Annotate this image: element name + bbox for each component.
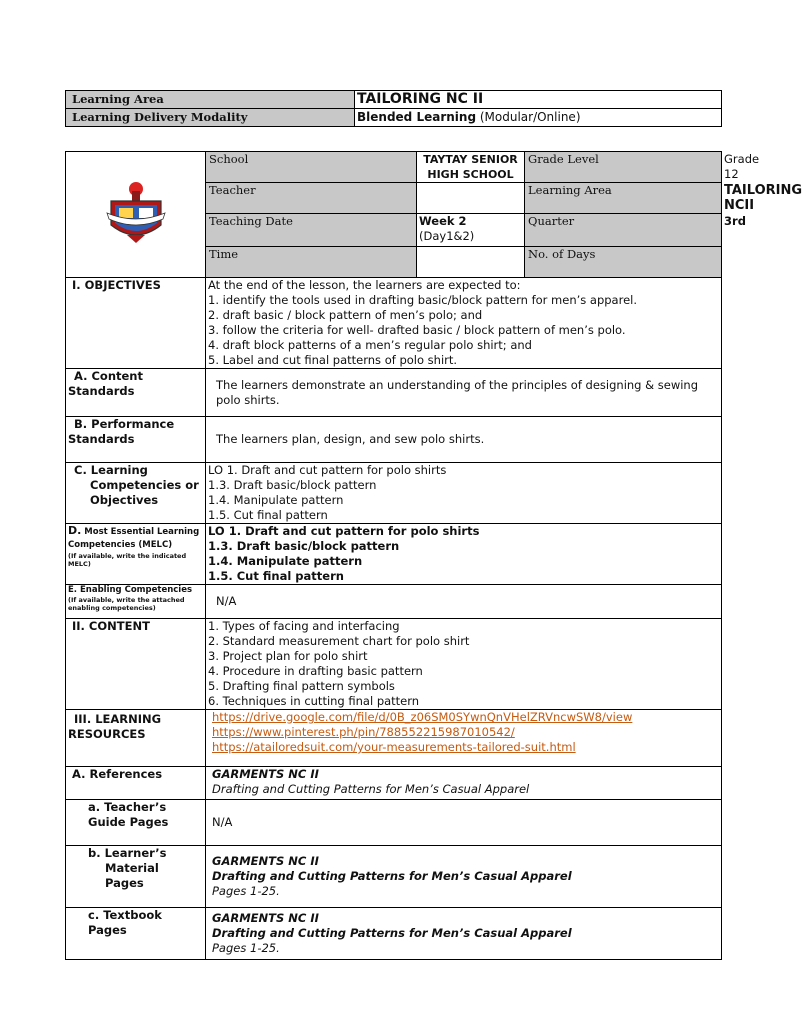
objectives-row: [66, 278, 722, 369]
teachers-guide-label-b: Guide Pages: [88, 815, 169, 829]
content-line: 3. Project plan for polo shirt: [208, 649, 368, 663]
textbook-value: [206, 908, 722, 960]
content-line: 4. Procedure in drafting basic pattern: [208, 664, 423, 678]
references-value: [206, 767, 722, 800]
content-standards-value: The learners demonstrate an understanding of the principles of designing & sewing polo shirts.: [206, 369, 722, 417]
objectives-label: I. OBJECTIVES: [66, 278, 206, 369]
teacher-row: Teacher Learning Area TAILORING NCII: [66, 183, 722, 214]
content-row: [66, 619, 722, 710]
competency-line: 1.4. Manipulate pattern: [208, 493, 344, 507]
competencies-label-c: Objectives: [90, 493, 159, 507]
content-standards-label: [66, 369, 206, 417]
textbook-row: [66, 908, 722, 960]
teaching-date-label: Teaching Date: [206, 214, 417, 247]
school-value: TAYTAY SENIOR HIGH SCHOOL: [417, 152, 525, 183]
learners-material-title: GARMENTS NC II: [212, 854, 319, 868]
melc-label-rest: Most Essential Learning Competencies (MELC): [68, 527, 200, 550]
melc-line: 1.5. Cut final pattern: [208, 569, 344, 583]
teachers-guide-label-a: a. Teacher’s: [88, 800, 167, 814]
resources-row: [66, 710, 722, 767]
objectives-line: 1. identify the tools used in drafting basic/block pattern for men’s apparel.: [208, 293, 638, 307]
competencies-row: [66, 463, 722, 524]
time-value: [417, 247, 525, 278]
melc-line: LO 1. Draft and cut pattern for polo shirts: [208, 524, 480, 538]
enabling-row: [66, 585, 722, 619]
school-row: School TAYTAY SENIOR HIGH SCHOOL Grade Level Grade 12: [66, 152, 722, 183]
quarter-label: Quarter: [525, 214, 722, 247]
teaching-date-value: [417, 214, 525, 247]
school-logo-cell: [66, 152, 206, 278]
performance-standards-label: [66, 417, 206, 463]
competencies-label: [66, 463, 206, 524]
learning-area-row: [66, 91, 722, 109]
learners-material-label: [66, 846, 206, 908]
enabling-value: N/A: [206, 585, 722, 619]
content-standards-label-a: A. Content: [74, 369, 143, 383]
school-logo: [101, 173, 171, 253]
references-row: [66, 767, 722, 800]
content-value: [206, 619, 722, 710]
teachers-guide-row: [66, 800, 722, 846]
competency-line: 1.3. Draft basic/block pattern: [208, 478, 377, 492]
enabling-label-text: E. Enabling Competencies: [68, 585, 193, 595]
references-title: GARMENTS NC II: [212, 767, 319, 781]
modality-bold: Blended Learning: [357, 110, 477, 124]
modality-rest: (Modular/Online): [476, 110, 581, 124]
time-label: Time: [206, 247, 417, 278]
textbook-label-a: c. Textbook: [88, 908, 162, 922]
learners-material-value: [206, 846, 722, 908]
content-line: 1. Types of facing and interfacing: [208, 619, 400, 633]
learning-area-value: TAILORING NC II: [355, 91, 722, 109]
content-line: 5. Drafting final pattern symbols: [208, 679, 395, 693]
competency-line: 1.5. Cut final pattern: [208, 508, 328, 522]
days-label: No. of Days: [525, 247, 722, 278]
delivery-modality-label: Learning Delivery Modality: [66, 109, 355, 127]
melc-row: [66, 524, 722, 585]
objectives-line: At the end of the lesson, the learners are expected to:: [208, 278, 521, 292]
resources-label-b: RESOURCES: [68, 727, 146, 741]
enabling-label: [66, 585, 206, 619]
textbook-pages: Pages 1-25.: [212, 941, 280, 955]
textbook-label-b: Pages: [88, 923, 127, 937]
grade-level-label: Grade Level: [525, 152, 722, 183]
melc-value: [206, 524, 722, 585]
competencies-value: [206, 463, 722, 524]
competencies-label-b: Competencies or: [90, 478, 199, 492]
resource-link-tailoredsuit[interactable]: https://atailoredsuit.com/your-measurements-tailored-suit.html: [212, 740, 576, 754]
references-label: A. References: [66, 767, 206, 800]
teachers-guide-value: N/A: [206, 800, 722, 846]
textbook-subtitle: Drafting and Cutting Patterns for Men’s Casual Apparel: [212, 926, 572, 940]
competencies-label-a: C. Learning: [74, 463, 148, 477]
melc-line: 1.3. Draft basic/block pattern: [208, 539, 400, 553]
delivery-modality-value: [355, 109, 722, 127]
melc-note: (If available, write the indicated MELC): [68, 552, 187, 568]
learners-material-label-b: Material: [105, 861, 159, 875]
performance-standards-label-a: B. Performance: [74, 417, 175, 431]
resources-label-a: III. LEARNING: [74, 712, 162, 726]
teacher-value: [417, 183, 525, 214]
content-standards-label-b: Standards: [68, 384, 135, 398]
learning-area-label: Learning Area: [66, 91, 355, 109]
enabling-note: (If available, write the attached enabling competencies): [68, 596, 185, 612]
learning-area-label-2: Learning Area: [525, 183, 722, 214]
learners-material-subtitle: Drafting and Cutting Patterns for Men’s Casual Apparel: [212, 869, 572, 883]
textbook-title: GARMENTS NC II: [212, 911, 319, 925]
performance-standards-label-b: Standards: [68, 432, 135, 446]
teaching-date-row: Teaching Date Week 2 (Day1&2) Quarter 3rd: [66, 214, 722, 247]
lesson-plan-table: [65, 151, 802, 960]
objectives-line: 3. follow the criteria for well- drafted basic / block pattern of men’s polo.: [208, 323, 626, 337]
learners-material-label-c: Pages: [105, 876, 144, 890]
learners-material-label-a: b. Learner’s: [88, 846, 167, 860]
objectives-line: 4. draft block patterns of a men’s regular polo shirt; and: [208, 338, 532, 352]
performance-standards-row: [66, 417, 722, 463]
objectives-value: [206, 278, 722, 369]
resources-label: [66, 710, 206, 767]
teacher-label: Teacher: [206, 183, 417, 214]
learners-material-pages: Pages 1-25.: [212, 884, 280, 898]
melc-label: [66, 524, 206, 585]
resources-value: [206, 710, 722, 767]
teachers-guide-label: [66, 800, 206, 846]
performance-standards-value: The learners plan, design, and sew polo shirts.: [206, 417, 722, 463]
melc-line: 1.4. Manipulate pattern: [208, 554, 363, 568]
melc-label-d: D.: [68, 524, 82, 537]
delivery-modality-row: [66, 109, 722, 127]
teaching-date-week: Week 2: [419, 214, 467, 228]
competency-line: LO 1. Draft and cut pattern for polo shirts: [208, 463, 447, 477]
resource-link-drive[interactable]: https://drive.google.com/file/d/0B_z06SM0SYwnQnVHelZRVncwSW8/view: [212, 710, 633, 724]
textbook-label: [66, 908, 206, 960]
learners-material-row: [66, 846, 722, 908]
objectives-line: 2. draft basic / block pattern of men’s polo; and: [208, 308, 483, 322]
teaching-date-days: (Day1&2): [419, 229, 475, 243]
content-label: II. CONTENT: [66, 619, 206, 710]
content-line: 6. Techniques in cutting final pattern: [208, 694, 420, 708]
content-standards-row: [66, 369, 722, 417]
content-line: 2. Standard measurement chart for polo shirt: [208, 634, 470, 648]
references-subtitle: Drafting and Cutting Patterns for Men’s Casual Apparel: [212, 782, 530, 796]
objectives-line: 5. Label and cut final patterns of polo shirt.: [208, 353, 458, 367]
resource-link-pinterest[interactable]: https://www.pinterest.ph/pin/788552215987010542/: [212, 725, 515, 739]
learning-area-summary-table: [65, 90, 722, 127]
school-label: School: [206, 152, 417, 183]
